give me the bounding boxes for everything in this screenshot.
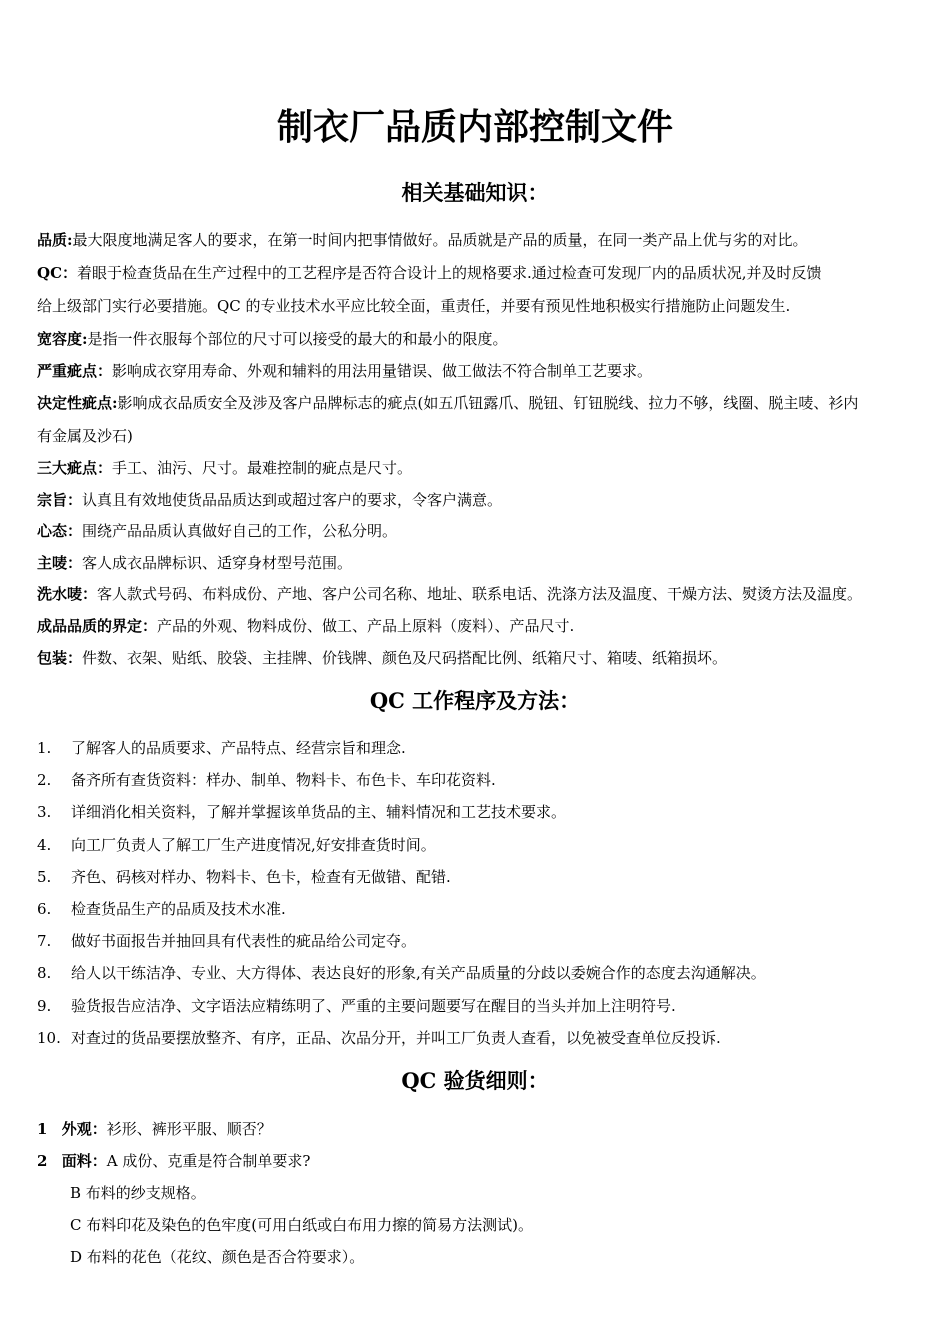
detail-subitem: C 布料印花及染色的色牢度(可用白纸或白布用力擦的简易方法测试)。: [70, 1216, 533, 1234]
list-text: 验货报告应洁净、文字语法应精练明了、严重的主要问题要写在醒目的当头并加上注明符号.: [71, 997, 676, 1015]
definition-text: 着眼于检查货品在生产过程中的工艺程序是否符合设计上的规格要求.通过检查可发现厂内的品质状况,并及时反馈: [77, 264, 822, 282]
definition-text: 认真且有效地使货品品质达到或超过客户的要求，令客户满意。: [82, 491, 503, 509]
definition-term: 决定性疵点:: [37, 394, 118, 412]
definition-item: [37, 262, 917, 284]
list-text: 向工厂负责人了解工厂生产进度情况,好安排查货时间。: [71, 836, 436, 854]
list-item: [37, 995, 917, 1017]
list-item: [37, 898, 917, 920]
list-number: 6.: [37, 900, 52, 918]
list-number: 8.: [37, 964, 52, 982]
definition-text: 件数、衣架、贴纸、胶袋、主挂牌、价钱牌、颜色及尺码搭配比例、纸箱尺寸、箱唛、纸箱损坏。: [82, 649, 728, 667]
detail-item: [37, 1118, 917, 1140]
definition-item: [37, 647, 917, 669]
definition-term: 主唛：: [37, 554, 83, 572]
definition-term: 品质:: [37, 231, 73, 249]
detail-number: 1: [37, 1120, 48, 1138]
list-item: [37, 962, 917, 984]
definition-text: 手工、油污、尺寸。最难控制的疵点是尺寸。: [112, 459, 413, 477]
detail-term: 外观：: [61, 1120, 107, 1138]
list-number: 1.: [37, 739, 52, 757]
definition-item: [37, 328, 917, 350]
list-item: [37, 834, 917, 856]
definition-term: QC：: [37, 264, 78, 282]
section-heading-basics: 相关基础知识：: [401, 180, 549, 205]
definition-term: 严重疵点：: [37, 362, 113, 380]
list-number: 5.: [37, 868, 52, 886]
definition-term: 宗旨：: [37, 491, 83, 509]
detail-subitem: B 布料的纱支规格。: [70, 1184, 206, 1202]
list-item: [37, 801, 917, 823]
definition-item: [37, 520, 917, 542]
definition-term: 成品品质的界定：: [37, 617, 158, 635]
list-item: [37, 1027, 917, 1049]
definition-text: 影响成衣穿用寿命、外观和辅料的用法用量错误、做工做法不符合制单工艺要求。: [112, 362, 653, 380]
definition-item: [37, 392, 917, 414]
definition-continuation: 给上级部门实行必要措施。QC 的专业技术水平应比较全面，重责任，并要有预见性地积极实行措施防止问题发生.: [37, 297, 791, 315]
list-text: 详细消化相关资料，了解并掌握该单货品的主、辅料情况和工艺技术要求。: [71, 803, 567, 821]
list-text: 做好书面报告并抽回具有代表性的疵品给公司定夺。: [71, 932, 417, 950]
list-text: 了解客人的品质要求、产品特点、经营宗旨和理念.: [71, 739, 406, 757]
section-heading-inspection: QC 验货细则：: [401, 1068, 549, 1093]
list-number: 10.: [37, 1029, 61, 1047]
definition-text: 客人款式号码、布料成份、产地、客户公司名称、地址、联系电话、洗涤方法及温度、干燥方法、熨烫方法及温度。: [97, 585, 863, 603]
definition-text: 是指一件衣服每个部位的尺寸可以接受的最大的和最小的限度。: [87, 330, 508, 348]
detail-term: 面料：: [61, 1152, 107, 1170]
list-text: 检查货品生产的品质及技术水准.: [71, 900, 286, 918]
list-text: 对查过的货品要摆放整齐、有序，正品、次品分开，并叫工厂负责人查看，以免被受查单位反投诉.: [71, 1029, 721, 1047]
definition-continuation: 有金属及沙石): [37, 427, 133, 445]
list-number: 3.: [37, 803, 52, 821]
definition-item: [37, 489, 917, 511]
list-number: 2.: [37, 771, 52, 789]
document-title: 制衣厂品质内部控制文件: [276, 107, 673, 148]
definition-term: 心态：: [37, 522, 83, 540]
definition-text: 客人成衣品牌标识、适穿身材型号范围。: [82, 554, 353, 572]
definition-text: 最大限度地满足客人的要求，在第一时间内把事情做好。品质就是产品的质量，在同一类产品上优与劣的对比。: [72, 231, 808, 249]
definition-item: [37, 583, 917, 605]
list-item: [37, 866, 917, 888]
detail-subitem: D 布料的花色（花纹、颜色是否合符要求）。: [70, 1248, 365, 1266]
detail-number: 2: [37, 1152, 48, 1170]
definition-term: 包装：: [37, 649, 83, 667]
list-text: 备齐所有查货资料：样办、制单、物料卡、布色卡、车印花资料.: [71, 771, 496, 789]
section-heading-procedure: QC 工作程序及方法：: [369, 688, 581, 713]
detail-text: A 成份、克重是符合制单要求?: [106, 1152, 311, 1170]
list-text: 给人以干练洁净、专业、大方得体、表达良好的形象,有关产品质量的分歧以委婉合作的态度去沟通解决。: [71, 964, 766, 982]
definition-item: [37, 360, 917, 382]
list-item: [37, 930, 917, 952]
definition-item: [37, 552, 917, 574]
list-number: 9.: [37, 997, 52, 1015]
list-text: 齐色、码核对样办、物料卡、色卡，检查有无做错、配错.: [71, 868, 451, 886]
definition-item: [37, 615, 917, 637]
definition-term: 三大疵点：: [37, 459, 113, 477]
definition-term: 洗水唛：: [37, 585, 98, 603]
definition-term: 宽容度:: [37, 330, 88, 348]
detail-text: 衫形、裤形平服、顺否？: [106, 1120, 272, 1138]
detail-item: [37, 1150, 917, 1172]
list-item: [37, 769, 917, 791]
list-item: [37, 737, 917, 759]
definition-text: 围绕产品品质认真做好自己的工作，公私分明。: [82, 522, 398, 540]
definition-item: [37, 457, 917, 479]
definition-text: 影响成衣品质安全及涉及客户品牌标志的疵点(如五爪钮露爪、脱钮、钉钮脱线、拉力不够，线圈、脱主唛、衫内: [117, 394, 859, 412]
list-number: 4.: [37, 836, 52, 854]
list-number: 7.: [37, 932, 52, 950]
definition-text: 产品的外观、物料成份、做工、产品上原料（废料）、产品尺寸.: [157, 617, 575, 635]
definition-item: [37, 229, 917, 251]
